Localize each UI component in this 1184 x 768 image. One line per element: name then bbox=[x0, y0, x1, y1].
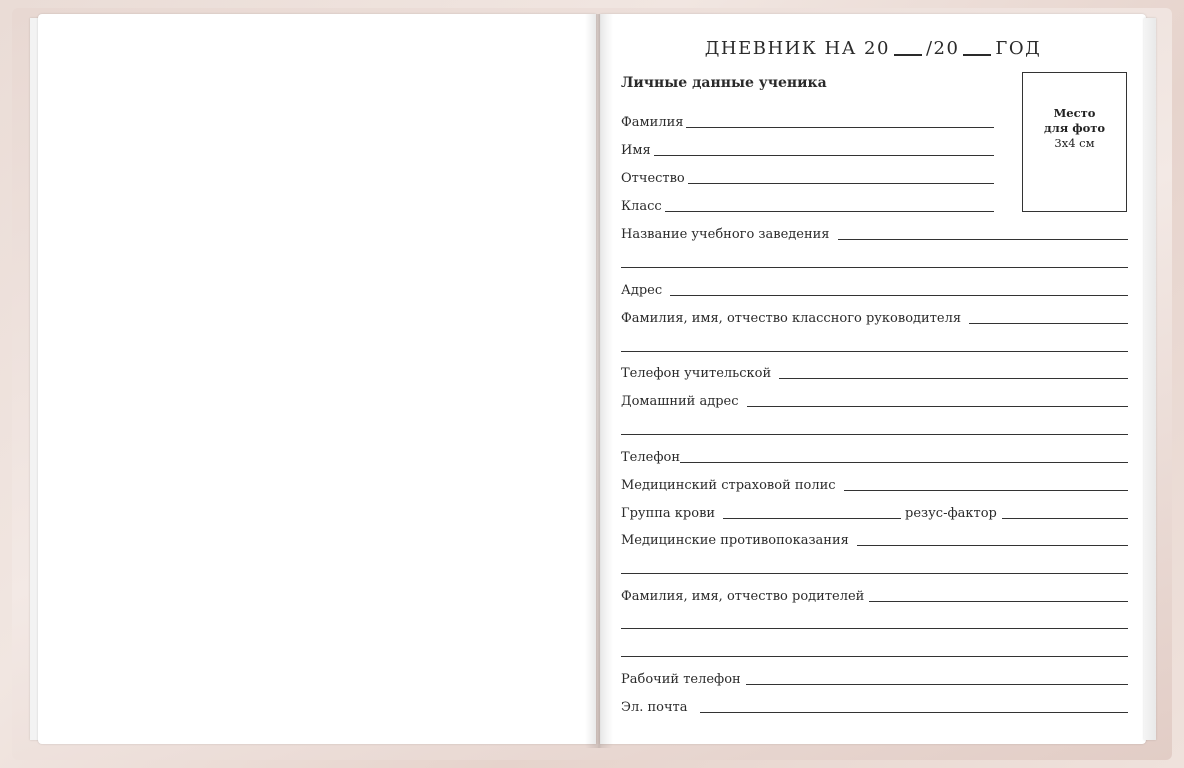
teacher-room-phone-line[interactable] bbox=[779, 378, 1128, 379]
work-phone-line[interactable] bbox=[746, 684, 1128, 685]
blood-group-label: Группа крови bbox=[621, 506, 716, 521]
parents-name-line-2[interactable] bbox=[621, 628, 1128, 629]
year-blank-2 bbox=[963, 54, 991, 56]
surname-line[interactable] bbox=[686, 127, 994, 128]
patronymic-label: Отчество bbox=[621, 171, 685, 186]
parents-name-line[interactable] bbox=[869, 601, 1128, 602]
contraindications-line-2[interactable] bbox=[621, 573, 1128, 574]
photo-label-line1: Место bbox=[1053, 105, 1096, 120]
teacher-name-line[interactable] bbox=[969, 323, 1128, 324]
medical-policy-field[interactable] bbox=[621, 476, 1128, 494]
school-name-label: Название учебного заведения bbox=[621, 227, 830, 242]
book-spine-shadow bbox=[585, 14, 613, 748]
contraindications-field[interactable] bbox=[621, 531, 1128, 549]
name-label: Имя bbox=[621, 143, 651, 158]
medical-policy-label: Медицинский страховой полис bbox=[621, 478, 836, 493]
home-address-line[interactable] bbox=[747, 406, 1128, 407]
photo-label-line2: для фото bbox=[1043, 120, 1106, 135]
left-page-blank bbox=[38, 14, 596, 744]
contraindications-line[interactable] bbox=[857, 545, 1128, 546]
title-suffix: ГОД bbox=[995, 38, 1042, 59]
blood-group-field[interactable] bbox=[621, 504, 1128, 522]
school-name-field[interactable] bbox=[621, 225, 1128, 243]
phone-label: Телефон bbox=[621, 450, 680, 465]
class-label: Класс bbox=[621, 199, 662, 214]
rh-factor-line[interactable] bbox=[1002, 518, 1128, 519]
patronymic-field[interactable] bbox=[621, 169, 994, 187]
work-phone-label: Рабочий телефон bbox=[621, 672, 741, 687]
phone-line[interactable] bbox=[680, 462, 1128, 463]
name-field[interactable] bbox=[621, 141, 994, 159]
class-field[interactable] bbox=[621, 197, 994, 215]
address-line[interactable] bbox=[670, 295, 1128, 296]
teacher-room-phone-field[interactable] bbox=[621, 364, 1128, 382]
home-address-field[interactable] bbox=[621, 392, 1128, 410]
home-address-label: Домашний адрес bbox=[621, 394, 739, 409]
address-field[interactable] bbox=[621, 281, 1128, 299]
title-prefix: ДНЕВНИК НА 20 bbox=[704, 38, 890, 59]
photo-placeholder bbox=[1022, 72, 1127, 212]
title-middle: /20 bbox=[925, 38, 960, 59]
rh-factor-label: резус-фактор bbox=[905, 506, 997, 521]
patronymic-line[interactable] bbox=[688, 183, 994, 184]
teacher-name-line-2[interactable] bbox=[621, 351, 1128, 352]
contraindications-label: Медицинские противопоказания bbox=[621, 533, 849, 548]
email-field[interactable] bbox=[621, 698, 1128, 716]
class-line[interactable] bbox=[665, 211, 994, 212]
year-blank-1 bbox=[894, 54, 922, 56]
email-label: Эл. почта bbox=[621, 700, 688, 715]
page-title bbox=[600, 38, 1146, 59]
teacher-room-phone-label: Телефон учительской bbox=[621, 366, 772, 381]
school-name-line-2[interactable] bbox=[621, 267, 1128, 268]
home-address-line-2[interactable] bbox=[621, 434, 1128, 435]
email-line[interactable] bbox=[700, 712, 1129, 713]
phone-field[interactable] bbox=[621, 448, 1128, 466]
parents-name-field[interactable] bbox=[621, 587, 1128, 605]
section-heading: Личные данные ученика bbox=[621, 75, 827, 91]
parents-name-label: Фамилия, имя, отчество родителей bbox=[621, 589, 865, 604]
surname-field[interactable] bbox=[621, 113, 994, 131]
parents-name-line-3[interactable] bbox=[621, 656, 1128, 657]
teacher-name-field[interactable] bbox=[621, 309, 1128, 327]
teacher-name-label: Фамилия, имя, отчество классного руководителя bbox=[621, 311, 962, 326]
address-label: Адрес bbox=[621, 283, 663, 298]
school-name-line[interactable] bbox=[838, 239, 1128, 240]
right-page-edge-stack bbox=[1144, 18, 1156, 740]
surname-label: Фамилия bbox=[621, 115, 684, 130]
photo-size-label: 3х4 см bbox=[1054, 135, 1095, 150]
work-phone-field[interactable] bbox=[621, 670, 1128, 688]
medical-policy-line[interactable] bbox=[844, 490, 1128, 491]
blood-group-line[interactable] bbox=[723, 518, 901, 519]
name-line[interactable] bbox=[654, 155, 994, 156]
